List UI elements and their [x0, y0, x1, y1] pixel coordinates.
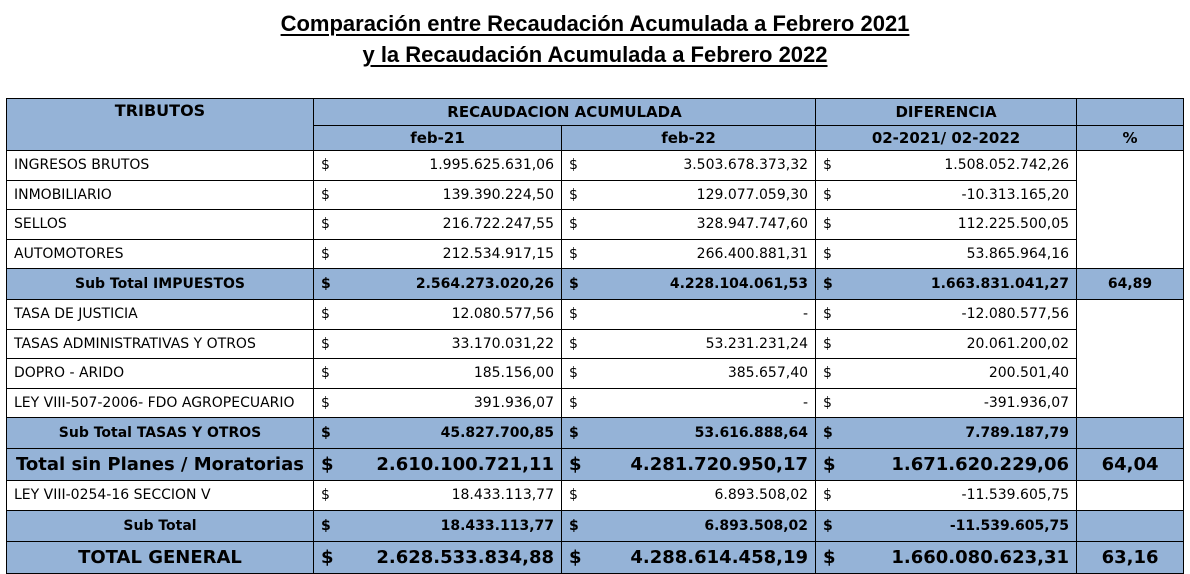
currency-symbol: $	[314, 388, 336, 418]
table-row	[7, 329, 1184, 359]
currency-symbol: $	[816, 541, 838, 573]
percentage: 64,04	[1077, 449, 1184, 481]
header-periodo: 02-2021/ 02-2022	[816, 126, 1077, 151]
amount-difference: 112.225.500,05	[838, 210, 1077, 240]
percentage	[1077, 481, 1184, 511]
amount-feb22: -	[584, 388, 816, 418]
row-label: Sub Total	[7, 510, 314, 541]
currency-symbol: $	[816, 180, 838, 210]
row-label: TASAS ADMINISTRATIVAS Y OTROS	[7, 329, 314, 359]
currency-symbol: $	[314, 269, 336, 300]
table-row	[7, 300, 1184, 330]
currency-symbol: $	[816, 269, 838, 300]
currency-symbol: $	[562, 180, 584, 210]
currency-symbol: $	[562, 359, 584, 389]
amount-feb22: 4.228.104.061,53	[584, 269, 816, 300]
total-row	[7, 449, 1184, 481]
currency-symbol: $	[562, 151, 584, 181]
currency-symbol: $	[314, 541, 336, 573]
table-row	[7, 239, 1184, 269]
currency-symbol: $	[816, 210, 838, 240]
currency-symbol: $	[816, 481, 838, 511]
total-row	[7, 541, 1184, 573]
amount-feb22: 53.231.231,24	[584, 329, 816, 359]
amount-difference: -391.936,07	[838, 388, 1077, 418]
row-label: TASA DE JUSTICIA	[7, 300, 314, 330]
amount-feb21: 212.534.917,15	[336, 239, 562, 269]
amount-difference: -12.080.577,56	[838, 300, 1077, 330]
currency-symbol: $	[816, 359, 838, 389]
row-label: Sub Total IMPUESTOS	[7, 269, 314, 300]
amount-difference: -11.539.605,75	[838, 510, 1077, 541]
amount-feb22: 6.893.508,02	[584, 510, 816, 541]
row-label: TOTAL GENERAL	[7, 541, 314, 573]
row-label: AUTOMOTORES	[7, 239, 314, 269]
table-row	[7, 151, 1184, 181]
row-label: INMOBILIARIO	[7, 180, 314, 210]
header-diferencia: DIFERENCIA	[816, 99, 1077, 126]
subtotal-row	[7, 510, 1184, 541]
amount-difference: 1.663.831.041,27	[838, 269, 1077, 300]
subtotal-row	[7, 418, 1184, 449]
row-label: INGRESOS BRUTOS	[7, 151, 314, 181]
currency-symbol: $	[314, 510, 336, 541]
table-row	[7, 359, 1184, 389]
amount-feb22: 4.288.614.458,19	[584, 541, 816, 573]
amount-feb22: 266.400.881,31	[584, 239, 816, 269]
currency-symbol: $	[314, 449, 336, 481]
amount-feb22: 385.657,40	[584, 359, 816, 389]
amount-feb21: 2.628.533.834,88	[336, 541, 562, 573]
header-tributos: TRIBUTOS	[7, 99, 314, 151]
currency-symbol: $	[562, 449, 584, 481]
currency-symbol: $	[314, 329, 336, 359]
currency-symbol: $	[562, 418, 584, 449]
header-feb21: feb-21	[314, 126, 562, 151]
row-label: Sub Total TASAS Y OTROS	[7, 418, 314, 449]
currency-symbol: $	[816, 510, 838, 541]
currency-symbol: $	[562, 269, 584, 300]
amount-feb22: -	[584, 300, 816, 330]
percentage	[1077, 210, 1184, 240]
amount-feb22: 328.947.747,60	[584, 210, 816, 240]
row-label: LEY VIII-0254-16 SECCION V	[7, 481, 314, 511]
percentage	[1077, 359, 1184, 389]
row-label: DOPRO - ARIDO	[7, 359, 314, 389]
amount-feb21: 33.170.031,22	[336, 329, 562, 359]
amount-feb22: 129.077.059,30	[584, 180, 816, 210]
table-row	[7, 210, 1184, 240]
amount-feb21: 2.564.273.020,26	[336, 269, 562, 300]
currency-symbol: $	[816, 449, 838, 481]
currency-symbol: $	[314, 151, 336, 181]
amount-difference: -11.539.605,75	[838, 481, 1077, 511]
currency-symbol: $	[314, 210, 336, 240]
header-recaudacion-acumulada: RECAUDACION ACUMULADA	[314, 99, 816, 126]
currency-symbol: $	[562, 300, 584, 330]
currency-symbol: $	[314, 300, 336, 330]
amount-feb21: 2.610.100.721,11	[336, 449, 562, 481]
percentage	[1077, 300, 1184, 330]
row-label: SELLOS	[7, 210, 314, 240]
title-line-2: y la Recaudación Acumulada a Febrero 2022	[362, 42, 828, 67]
table-row	[7, 481, 1184, 511]
percentage: 64,89	[1077, 269, 1184, 300]
currency-symbol: $	[562, 388, 584, 418]
amount-difference: 7.789.187,79	[838, 418, 1077, 449]
amount-feb21: 18.433.113,77	[336, 510, 562, 541]
percentage	[1077, 388, 1184, 418]
currency-symbol: $	[562, 239, 584, 269]
percentage	[1077, 418, 1184, 449]
table-row	[7, 180, 1184, 210]
percentage: 63,16	[1077, 541, 1184, 573]
amount-difference: 53.865.964,16	[838, 239, 1077, 269]
amount-feb22: 3.503.678.373,32	[584, 151, 816, 181]
percentage	[1077, 329, 1184, 359]
percentage	[1077, 239, 1184, 269]
percentage	[1077, 510, 1184, 541]
amount-feb21: 45.827.700,85	[336, 418, 562, 449]
currency-symbol: $	[562, 481, 584, 511]
currency-symbol: $	[816, 418, 838, 449]
amount-difference: 1.508.052.742,26	[838, 151, 1077, 181]
report-title	[0, 8, 1190, 70]
amount-difference: -10.313.165,20	[838, 180, 1077, 210]
percentage	[1077, 151, 1184, 181]
currency-symbol: $	[562, 329, 584, 359]
amount-feb21: 1.995.625.631,06	[336, 151, 562, 181]
header-feb22: feb-22	[562, 126, 816, 151]
amount-feb22: 53.616.888,64	[584, 418, 816, 449]
row-label: Total sin Planes / Moratorias	[7, 449, 314, 481]
subtotal-row	[7, 269, 1184, 300]
currency-symbol: $	[816, 151, 838, 181]
currency-symbol: $	[314, 180, 336, 210]
amount-difference: 1.671.620.229,06	[838, 449, 1077, 481]
currency-symbol: $	[314, 481, 336, 511]
currency-symbol: $	[562, 510, 584, 541]
amount-feb21: 12.080.577,56	[336, 300, 562, 330]
row-label: LEY VIII-507-2006- FDO AGROPECUARIO	[7, 388, 314, 418]
amount-feb21: 391.936,07	[336, 388, 562, 418]
amount-feb21: 139.390.224,50	[336, 180, 562, 210]
amount-difference: 1.660.080.623,31	[838, 541, 1077, 573]
currency-symbol: $	[562, 541, 584, 573]
amount-feb21: 18.433.113,77	[336, 481, 562, 511]
currency-symbol: $	[314, 239, 336, 269]
currency-symbol: $	[816, 329, 838, 359]
currency-symbol: $	[816, 388, 838, 418]
title-line-1: Comparación entre Recaudación Acumulada a Febrero 2021	[280, 11, 910, 36]
amount-feb22: 6.893.508,02	[584, 481, 816, 511]
amount-difference: 200.501,40	[838, 359, 1077, 389]
header-pct: %	[1077, 126, 1184, 151]
currency-symbol: $	[816, 300, 838, 330]
currency-symbol: $	[562, 210, 584, 240]
amount-feb21: 185.156,00	[336, 359, 562, 389]
currency-symbol: $	[314, 418, 336, 449]
currency-symbol: $	[816, 239, 838, 269]
amount-feb22: 4.281.720.950,17	[584, 449, 816, 481]
amount-difference: 20.061.200,02	[838, 329, 1077, 359]
percentage	[1077, 180, 1184, 210]
revenue-comparison-table	[6, 98, 1184, 574]
header-pct-top	[1077, 99, 1184, 126]
currency-symbol: $	[314, 359, 336, 389]
table-row	[7, 388, 1184, 418]
table-body	[7, 151, 1184, 574]
amount-feb21: 216.722.247,55	[336, 210, 562, 240]
